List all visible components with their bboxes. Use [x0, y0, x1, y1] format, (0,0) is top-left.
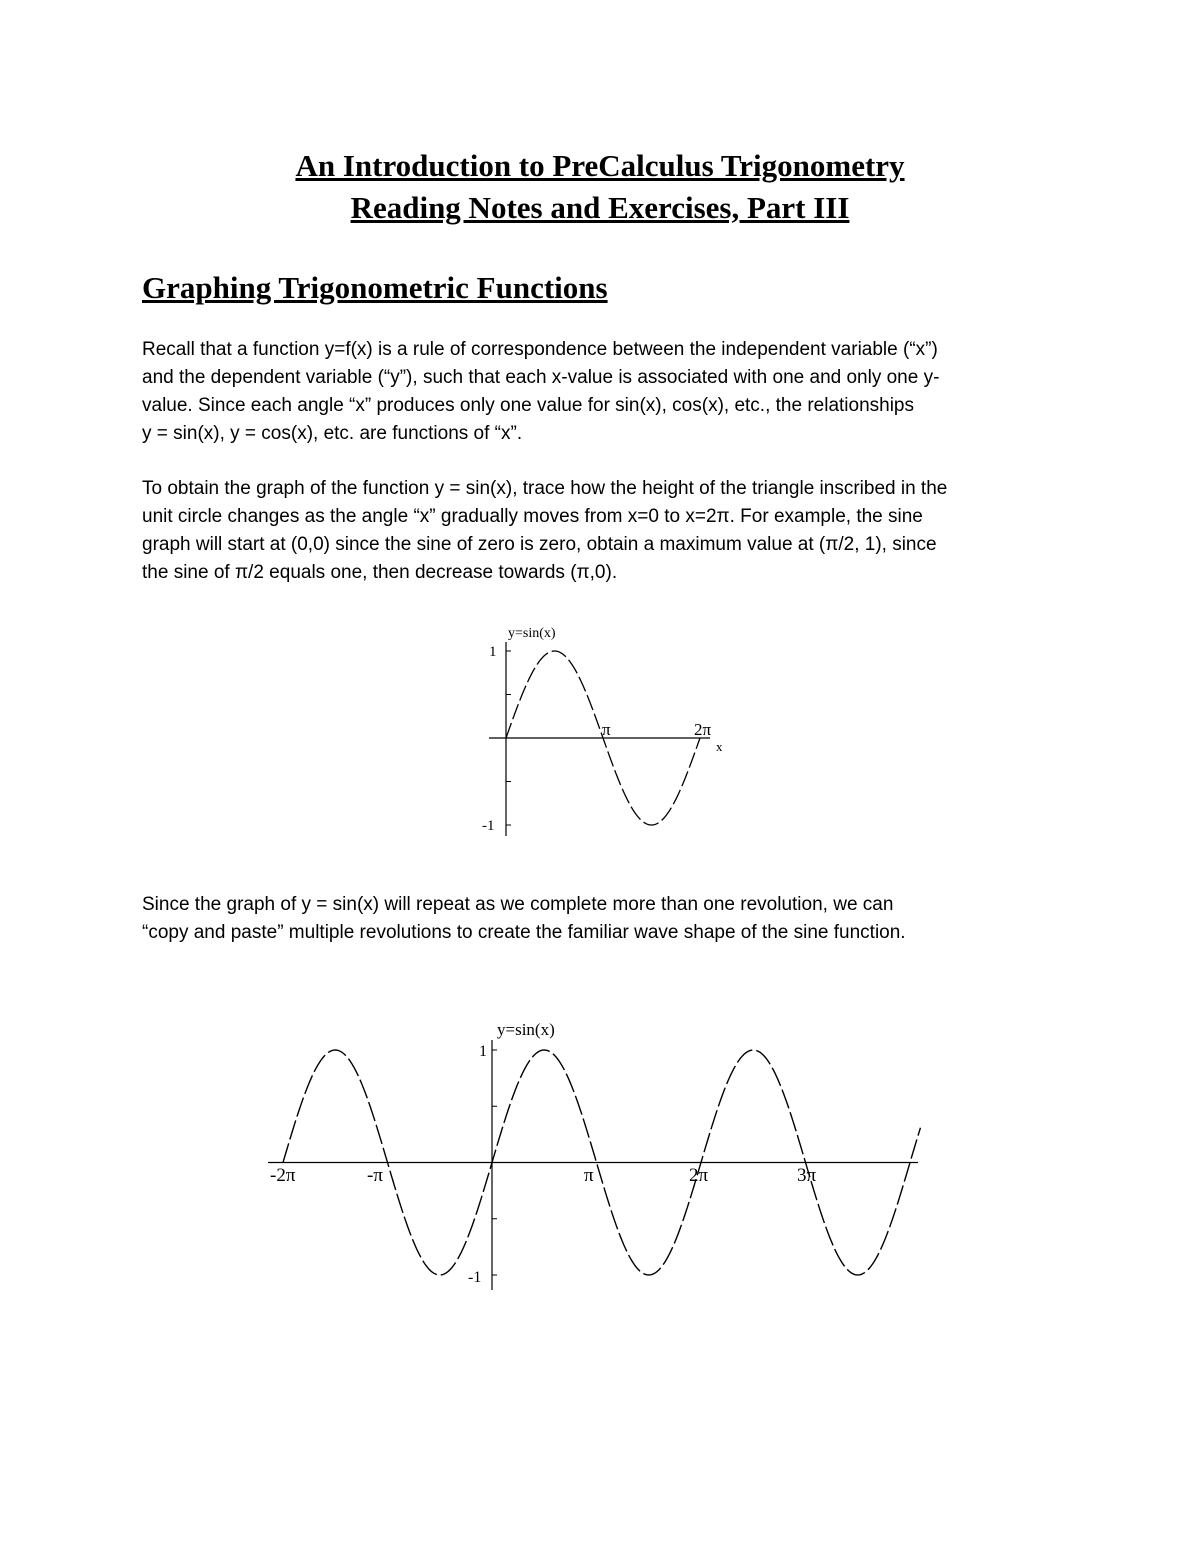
text-line: Recall that a function y=f(x) is a rule of correspondence between the independent variable (“x”) [142, 339, 938, 360]
document-subtitle: Reading Notes and Exercises, Part III [350, 190, 850, 225]
chart1-title: y=sin(x) [508, 626, 556, 641]
text-line: unit circle changes as the angle “x” gradually moves from x=0 to x=2π. For example, the sine [142, 506, 923, 527]
chart1-x-axis-label: x [716, 739, 723, 754]
chart2-y-tick-label-neg1: -1 [468, 1269, 482, 1286]
chart2-title: y=sin(x) [497, 1020, 555, 1039]
section-heading: Graphing Trigonometric Functions [142, 270, 608, 305]
chart1-x-tick-label-2pi: 2π [694, 720, 712, 739]
chart2-x-tick-label-pi: π [584, 1165, 594, 1186]
chart2-y-tick-label-1: 1 [479, 1043, 487, 1060]
chart2-x-tick-label-negpi: -π [367, 1165, 383, 1186]
chart2-x-tick-label-3pi: 3π [797, 1165, 817, 1186]
chart1-y-tick-label-1: 1 [489, 644, 497, 660]
text-line: the sine of π/2 equals one, then decrease towards (π,0). [142, 562, 618, 583]
document-title: An Introduction to PreCalculus Trigonometry [295, 148, 905, 183]
text-line: Since the graph of y = sin(x) will repeat as we complete more than one revolution, we can [142, 894, 894, 915]
chart1-y-tick-label-neg1: -1 [482, 818, 495, 834]
text-line: graph will start at (0,0) since the sine of zero is zero, obtain a maximum value at (π/2, 1), since [142, 534, 937, 555]
text-line: and the dependent variable (“y”), such that each x-value is associated with one and only one y- [142, 367, 940, 388]
chart1-x-tick-label-pi: π [602, 720, 611, 739]
text-line: value. Since each angle “x” produces only one value for sin(x), cos(x), etc., the relationships [142, 395, 914, 416]
text-line: “copy and paste” multiple revolutions to create the familiar wave shape of the sine function. [142, 922, 906, 943]
text-line: y = sin(x), y = cos(x), etc. are functions of “x”. [142, 423, 523, 444]
chart2-x-tick-label-neg2pi: -2π [270, 1165, 296, 1186]
text-line: To obtain the graph of the function y = sin(x), trace how the height of the triangle inscribed in the [142, 478, 948, 499]
chart2-x-tick-label-2pi: 2π [689, 1165, 709, 1186]
